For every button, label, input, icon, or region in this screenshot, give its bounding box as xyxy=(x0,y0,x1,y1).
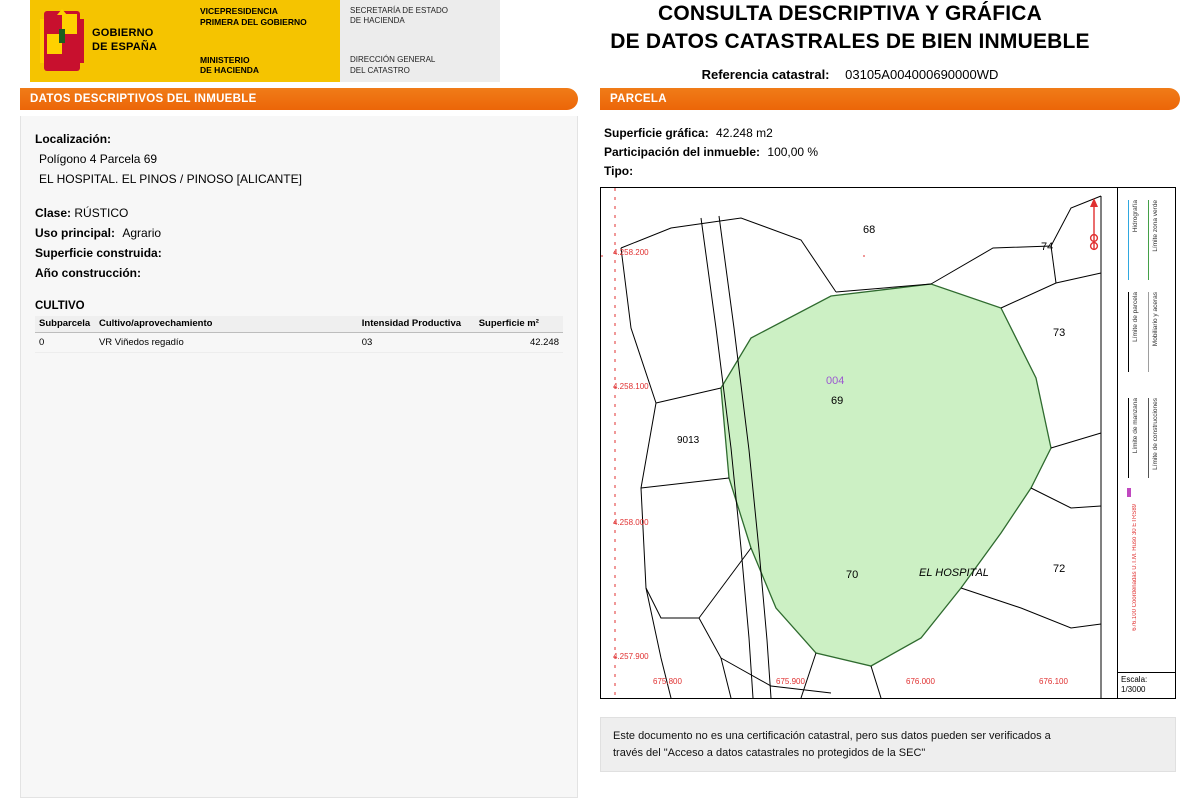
map-scale xyxy=(1118,672,1175,698)
cadastral-map[interactable] xyxy=(600,187,1176,699)
cultivo-header-row xyxy=(35,316,563,333)
section-header-datos-descriptivos: DATOS DESCRIPTIVOS DEL INMUEBLE xyxy=(20,88,578,110)
superficie-grafica-value: 42.248 m2 xyxy=(716,126,773,140)
map-label-74: 74 xyxy=(1041,241,1054,253)
map-xtick-2: 675.900 xyxy=(776,677,805,686)
map-xtick-1: 675.800 xyxy=(653,677,682,686)
col-cultivo: Cultivo/aprovechamiento xyxy=(95,316,358,333)
clase-row xyxy=(35,204,563,222)
cell-intensidad: 03 xyxy=(358,333,475,353)
uso-row xyxy=(35,224,563,242)
vicepresidency-line2: PRIMERA DEL GOBIERNO xyxy=(200,16,307,27)
ministry-line2: DE HACIENDA xyxy=(200,65,260,76)
cultivo-section-title: CULTIVO xyxy=(35,300,85,312)
map-scale-label: Escala: xyxy=(1121,675,1148,684)
cell-superficie: 42.248 xyxy=(475,333,563,353)
map-parcel-code: 004 xyxy=(826,375,845,387)
localizacion-line2: EL HOSPITAL. EL PINOS / PINOSO [ALICANTE] xyxy=(39,172,302,186)
cell-cultivo: VR Viñedos regadío xyxy=(95,333,358,353)
descriptive-data-panel xyxy=(20,116,578,798)
vicepresidency-line1: VICEPRESIDENCIA xyxy=(200,6,278,16)
map-xtick-4: 676.100 xyxy=(1039,677,1068,686)
legend-label-zona-verde: Límite zona verde xyxy=(1152,200,1159,252)
superficie-grafica-row xyxy=(604,124,1176,142)
localizacion-label-text: Localización: xyxy=(35,132,112,146)
legend-label-limite-manzana: Límite de manzana xyxy=(1132,398,1139,454)
legend-swatch-limite-construcciones xyxy=(1148,398,1149,478)
clase-value: RÚSTICO xyxy=(74,206,129,220)
map-label-9013: 9013 xyxy=(677,435,700,446)
left-bar-col xyxy=(20,88,578,110)
cadastral-reference xyxy=(500,67,1200,82)
spacer xyxy=(35,190,563,204)
parcel-info-block xyxy=(600,116,1180,187)
cadastral-reference-label: Referencia catastral: xyxy=(701,66,830,82)
uso-label: Uso principal: xyxy=(35,226,116,240)
secretariat-line2: DE HACIENDA xyxy=(350,16,405,26)
legend-label-limite-parcela: Límite de parcela xyxy=(1132,292,1139,342)
col-intensidad: Intensidad Productiva xyxy=(358,316,475,333)
tipo-row xyxy=(604,162,1176,180)
legend-swatch-zona-verde xyxy=(1148,200,1149,280)
legend-label-hidrografia: Hidrografía xyxy=(1132,200,1139,233)
government-logo-block xyxy=(30,0,500,82)
map-label-73: 73 xyxy=(1053,327,1066,339)
legend-label-limite-construcciones: Límite de construcciones xyxy=(1152,398,1159,470)
clase-label: Clase: xyxy=(35,206,72,220)
uso-value: Agrario xyxy=(122,226,162,240)
localizacion-label xyxy=(35,130,563,148)
tipo-label: Tipo: xyxy=(604,164,634,178)
cadastre-label xyxy=(350,55,494,76)
legend-marker-purple xyxy=(1127,488,1131,497)
map-scale-value: 1/3000 xyxy=(1121,685,1146,694)
map-ytick-1: 4.258.200 xyxy=(613,248,649,257)
legend-swatch-mobiliario xyxy=(1148,292,1149,372)
participacion-value: 100,00 % xyxy=(767,145,819,159)
page-title xyxy=(500,0,1200,57)
cadastre-line2: DEL CATASTRO xyxy=(350,65,410,75)
right-bar-col xyxy=(600,88,1180,110)
government-label-line2: DE ESPAÑA xyxy=(92,41,158,53)
cadastral-reference-value: 03105A004000690000WD xyxy=(845,66,999,82)
document-title-block xyxy=(500,0,1200,82)
anyo-construccion-row xyxy=(35,264,563,282)
col-subparcela: Subparcela xyxy=(35,316,95,333)
participacion-label: Participación del inmueble: xyxy=(604,145,761,159)
cultivo-table-body xyxy=(35,333,563,353)
disclaimer-box xyxy=(600,717,1176,772)
cadastre-line1: DIRECCIÓN GENERAL xyxy=(350,55,436,65)
coat-of-arms-cell xyxy=(30,0,190,82)
map-legend xyxy=(1117,188,1175,698)
col-superficie: Superficie m² xyxy=(475,316,563,333)
legend-swatch-limite-manzana xyxy=(1128,398,1129,478)
secretariat-label xyxy=(350,6,494,27)
content-columns xyxy=(0,110,1200,798)
map-ytick-2: 4.258.100 xyxy=(613,382,649,391)
superficie-construida-row xyxy=(35,244,563,262)
map-ytick-3: 4.258.000 xyxy=(613,518,649,527)
participacion-row xyxy=(604,143,1176,161)
section-bars-row xyxy=(0,82,1200,110)
map-label-70: 70 xyxy=(846,569,859,581)
map-ytick-4: 4.257.900 xyxy=(613,652,649,661)
superficie-grafica-label: Superficie gráfica: xyxy=(604,126,709,140)
legend-swatch-hidrografia xyxy=(1128,200,1129,280)
map-xtick-3: 676.000 xyxy=(906,677,935,686)
secretariat-cell xyxy=(340,0,500,82)
map-drawing-area[interactable] xyxy=(601,188,1118,698)
legend-swatch-limite-parcela xyxy=(1128,292,1129,372)
page-title-line2: DE DATOS CATASTRALES DE BIEN INMUEBLE xyxy=(610,30,1090,54)
map-label-68: 68 xyxy=(863,224,876,236)
government-label-line1: GOBIERNO xyxy=(92,27,154,40)
secretariat-line1: SECRETARÍA DE ESTADO xyxy=(350,6,448,15)
left-column xyxy=(20,116,578,798)
document-header xyxy=(0,0,1200,82)
map-label-place: EL HOSPITAL xyxy=(919,567,989,579)
ministry-label xyxy=(200,55,334,76)
legend-coord-note: 676.100 Coordenadas U.T.M. Huso 30 ETRS89 xyxy=(1132,504,1138,631)
map-vector-graphic xyxy=(601,188,1118,698)
page-title-line1: CONSULTA DESCRIPTIVA Y GRÁFICA xyxy=(657,2,1043,25)
right-column xyxy=(600,116,1180,798)
government-label xyxy=(92,27,157,55)
cultivo-table-head xyxy=(35,316,563,333)
disclaimer-line1: Este documento no es una certificación catastral, pero sus datos pueden ser verificados a xyxy=(613,730,1051,742)
anyo-construccion-label: Año construcción: xyxy=(35,266,142,280)
legend-label-mobiliario: Mobiliario y aceras xyxy=(1152,292,1159,347)
table-row xyxy=(35,333,563,353)
ministry-cell xyxy=(190,0,340,82)
cell-subparcela: 0 xyxy=(35,333,95,353)
map-label-72: 72 xyxy=(1053,563,1066,575)
superficie-construida-label: Superficie construida: xyxy=(35,246,162,260)
section-header-parcela: PARCELA xyxy=(600,88,1180,110)
disclaimer-line2: través del "Acceso a datos catastrales no protegidos de la SEC" xyxy=(613,746,926,759)
spain-coat-of-arms-icon xyxy=(38,9,86,73)
localizacion-line1: Polígono 4 Parcela 69 xyxy=(39,152,158,166)
vicepresidency-label xyxy=(200,6,334,27)
map-parcel-number: 69 xyxy=(831,395,844,407)
cultivo-table xyxy=(35,316,563,353)
ministry-line1: MINISTERIO xyxy=(200,54,250,65)
